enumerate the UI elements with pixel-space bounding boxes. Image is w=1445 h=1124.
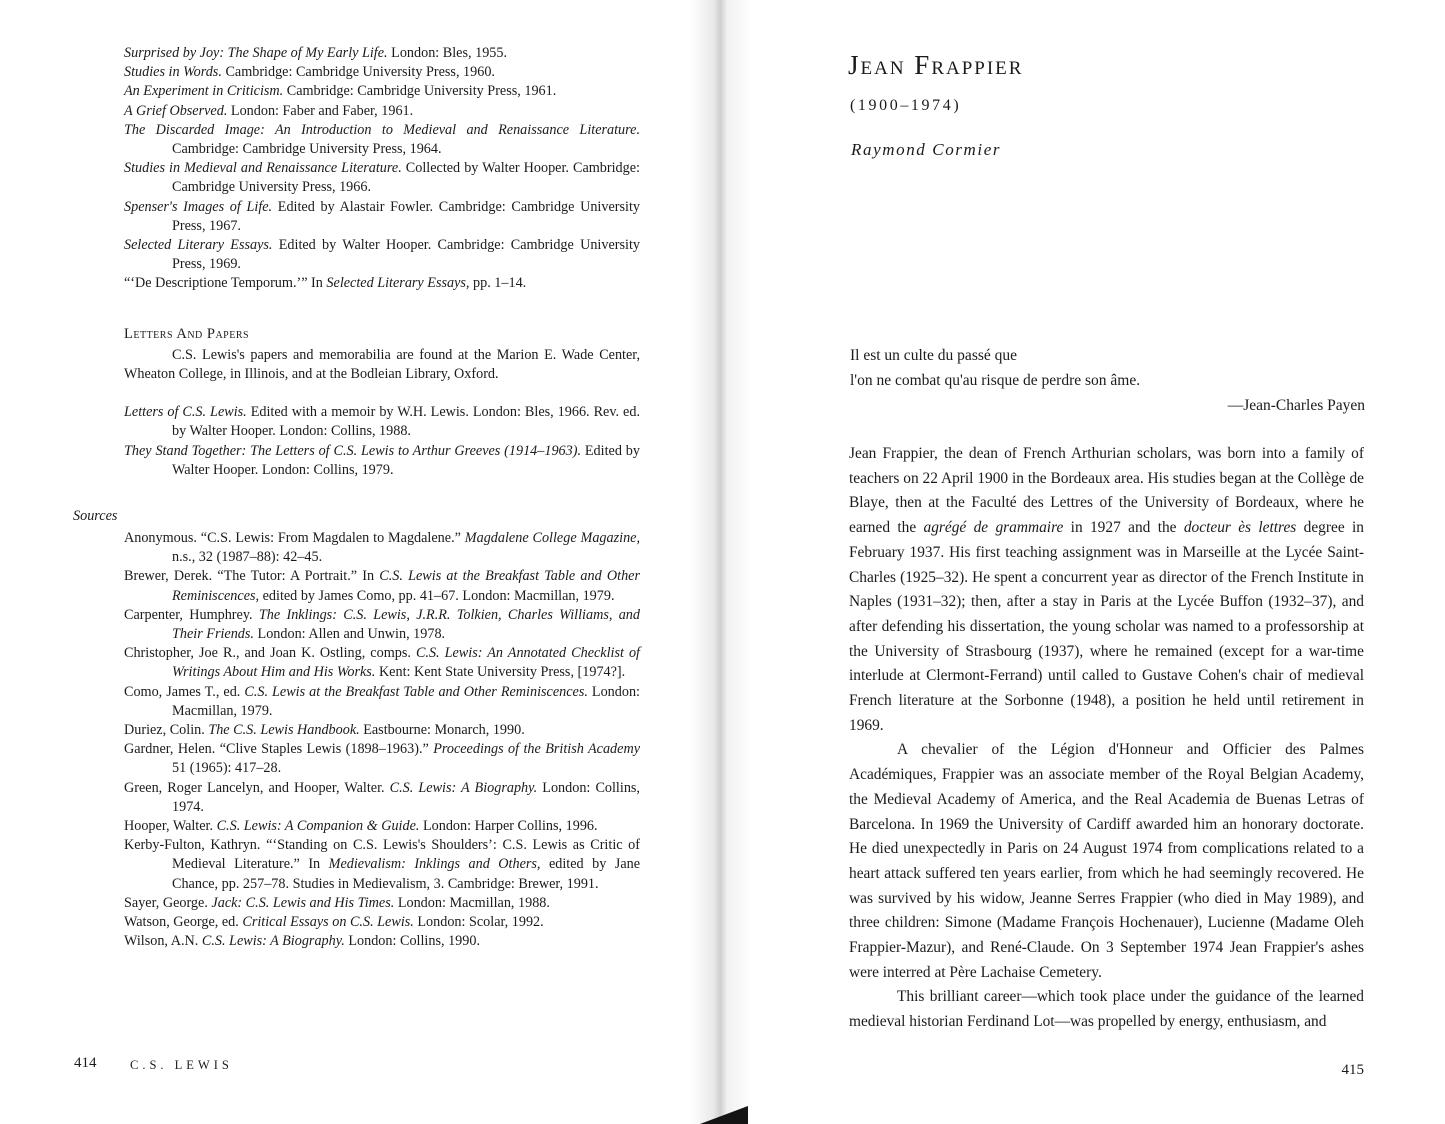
bibliography-entry: A Grief Observed. London: Faber and Faber, 1961.: [124, 102, 414, 119]
life-dates: (1900–1974): [850, 97, 962, 114]
bibliography-entry: Selected Literary Essays. Edited by Walter Hooper. Cambridge: Cambridge University Press, 1969.: [124, 237, 640, 273]
epigraph: [850, 343, 1365, 418]
body-text: [849, 442, 1364, 1035]
primary-works-list: [124, 44, 640, 480]
bibliography-entry: Studies in Words. Cambridge: Cambridge University Press, 1960.: [124, 64, 495, 81]
bibliography-entry: They Stand Together: The Letters of C.S. Lewis to Arthur Greeves (1914–1963). Edited by Walter Hooper. London: Collins, 1979.: [124, 442, 640, 478]
bibliography-entry: An Experiment in Criticism. Cambridge: Cambridge University Press, 1961.: [124, 83, 557, 100]
sources-list: [124, 529, 640, 951]
sources-heading: Sources: [73, 508, 118, 524]
source-entry: Sayer, George. Jack: C.S. Lewis and His Times. London: Macmillan, 1988.: [124, 894, 550, 911]
book-gutter-shadow: [690, 0, 752, 1124]
source-entry: Anonymous. “C.S. Lewis: From Magdalen to Magdalene.” Magdalene College Magazine, n.s., 32 (1987–88): 42–45.: [124, 530, 641, 566]
epigraph-line: Il est un culte du passé que: [850, 347, 1018, 364]
page-number-right: 415: [1341, 1062, 1364, 1078]
source-entry: Green, Roger Lancelyn, and Hooper, Walter. C.S. Lewis: A Biography. London: Collins, 1974.: [124, 779, 640, 815]
source-entry: Kerby-Fulton, Kathryn. “‘Standing on C.S. Lewis's Shoulders’: C.S. Lewis as Critic of Medieval Literature.” In Medievalism: Inklings and Others, edited by Jane Chance, pp. 257–78. Studies in Medievalism, 3. Cambridge: Brewer, 1991.: [124, 837, 641, 892]
chapter-title: Jean Frappier: [848, 50, 1024, 80]
body-paragraph: Jean Frappier, the dean of French Arthurian scholars, was born into a family of teachers on 22 April 1900 in the Bordeaux area. His studies began at the Collège de Blaye, then at the Faculté des Lettres of the University of Bordeaux, where he earned the agrégé de grammaire in 1927 and the docteur ès lettres degree in February 1937. His first teaching assignment was in Marseille at the Lycée Saint-Charles (1925–32). He spent a concurrent year as director of the French Institute in Naples (1931–32); then, after a stay in Paris at the Lycée Buffon (1932–37), and after defending his dissertation, the young scholar was named to a professorship at the University of Strasbourg (1937), where he remained (except for a war-time interlude at Clermont-Ferrand) until called to Gustave Cohen's chair of medieval French literature at the Sorbonne (1948), a position he held until retirement in 1969.: [849, 445, 1364, 734]
letters-heading: Letters And Papers: [124, 325, 250, 342]
source-entry: Brewer, Derek. “The Tutor: A Portrait.” In C.S. Lewis at the Breakfast Table and Other Reminiscences, edited by James Como, pp. 41–67. London: Macmillan, 1979.: [124, 568, 640, 604]
source-entry: Como, James T., ed. C.S. Lewis at the Breakfast Table and Other Reminiscences. London: Macmillan, 1979.: [124, 683, 640, 719]
bibliography-entry: Letters of C.S. Lewis. Edited with a memoir by W.H. Lewis. London: Bles, 1966. Rev. ed. by Walter Hooper. London: Collins, 1988.: [124, 404, 640, 440]
body-paragraph: A chevalier of the Légion d'Honneur and Officier des Palmes Académiques, Frappier was an associate member of the Royal Belgian Academy, the Medieval Academy of America, and the Real Academia de Buenas Letras of Barcelona. In 1969 the University of Cardiff awarded him an honorary doctorate. He died unexpectedly in Paris on 24 August 1974 from complications related to a heart attack suffered ten years earlier, from which he had seemingly recovered. He was survived by his widow, Jeanne Serres Frappier (who died in May 1989), and three children: Simone (Madame François Hochenauer), Lucienne (Madame Oleh Frappier-Mazur), and René-Claude. On 3 September 1974 Jean Frappier's ashes were interred at Père Lachaise Cemetery.: [849, 741, 1364, 981]
body-paragraph: This brilliant career—which took place under the guidance of the learned medieval historian Ferdinand Lot—was propelled by energy, enthusiasm, and: [849, 988, 1364, 1031]
bibliography-entry: Studies in Medieval and Renaissance Literature. Collected by Walter Hooper. Cambridge: Cambridge University Press, 1966.: [124, 160, 640, 196]
source-entry: Wilson, A.N. C.S. Lewis: A Biography. London: Collins, 1990.: [124, 933, 480, 950]
bibliography-entry: Spenser's Images of Life. Edited by Alastair Fowler. Cambridge: Cambridge University Press, 1967.: [124, 198, 640, 234]
source-entry: Christopher, Joe R., and Joan K. Ostling, comps. C.S. Lewis: An Annotated Checklist of Writings About Him and His Works. Kent: Kent State University Press, [1974?].: [124, 645, 640, 681]
source-entry: Watson, George, ed. Critical Essays on C.S. Lewis. London: Scolar, 1992.: [124, 914, 544, 931]
source-entry: Duriez, Colin. The C.S. Lewis Handbook. Eastbourne: Monarch, 1990.: [124, 722, 525, 739]
epigraph-line: l'on ne combat qu'au risque de perdre son âme.: [850, 372, 1141, 389]
bibliography-entry: Surprised by Joy: The Shape of My Early Life. London: Bles, 1955.: [124, 45, 508, 61]
chapter-author: Raymond Cormier: [851, 140, 1002, 159]
scan-corner-shadow: [700, 1106, 748, 1124]
source-entry: Carpenter, Humphrey. The Inklings: C.S. Lewis, J.R.R. Tolkien, Charles Williams, and Their Friends. London: Allen and Unwin, 1978.: [124, 606, 640, 643]
running-head: C.S. LEWIS: [130, 1058, 233, 1072]
source-entry: Gardner, Helen. “Clive Staples Lewis (1898–1963).” Proceedings of the British Academy 51 (1965): 417–28.: [124, 741, 640, 777]
page-number-left: 414: [74, 1055, 97, 1071]
source-entry: Hooper, Walter. C.S. Lewis: A Companion & Guide. London: Harper Collins, 1996.: [124, 818, 598, 835]
epigraph-attribution: —Jean-Charles Payen: [1227, 397, 1365, 414]
left-page: [0, 0, 720, 1124]
bibliography-entry: The Discarded Image: An Introduction to Medieval and Renaissance Literature. Cambridge: Cambridge University Press, 1964.: [124, 121, 640, 158]
letters-paragraph: C.S. Lewis's papers and memorabilia are found at the Marion E. Wade Center, Wheaton College, in Illinois, and at the Bodleian Library, Oxford.: [124, 346, 640, 383]
bibliography-entry: “‘De Descriptione Temporum.’” In Selected Literary Essays, pp. 1–14.: [124, 275, 527, 292]
right-page: [720, 0, 1445, 1124]
